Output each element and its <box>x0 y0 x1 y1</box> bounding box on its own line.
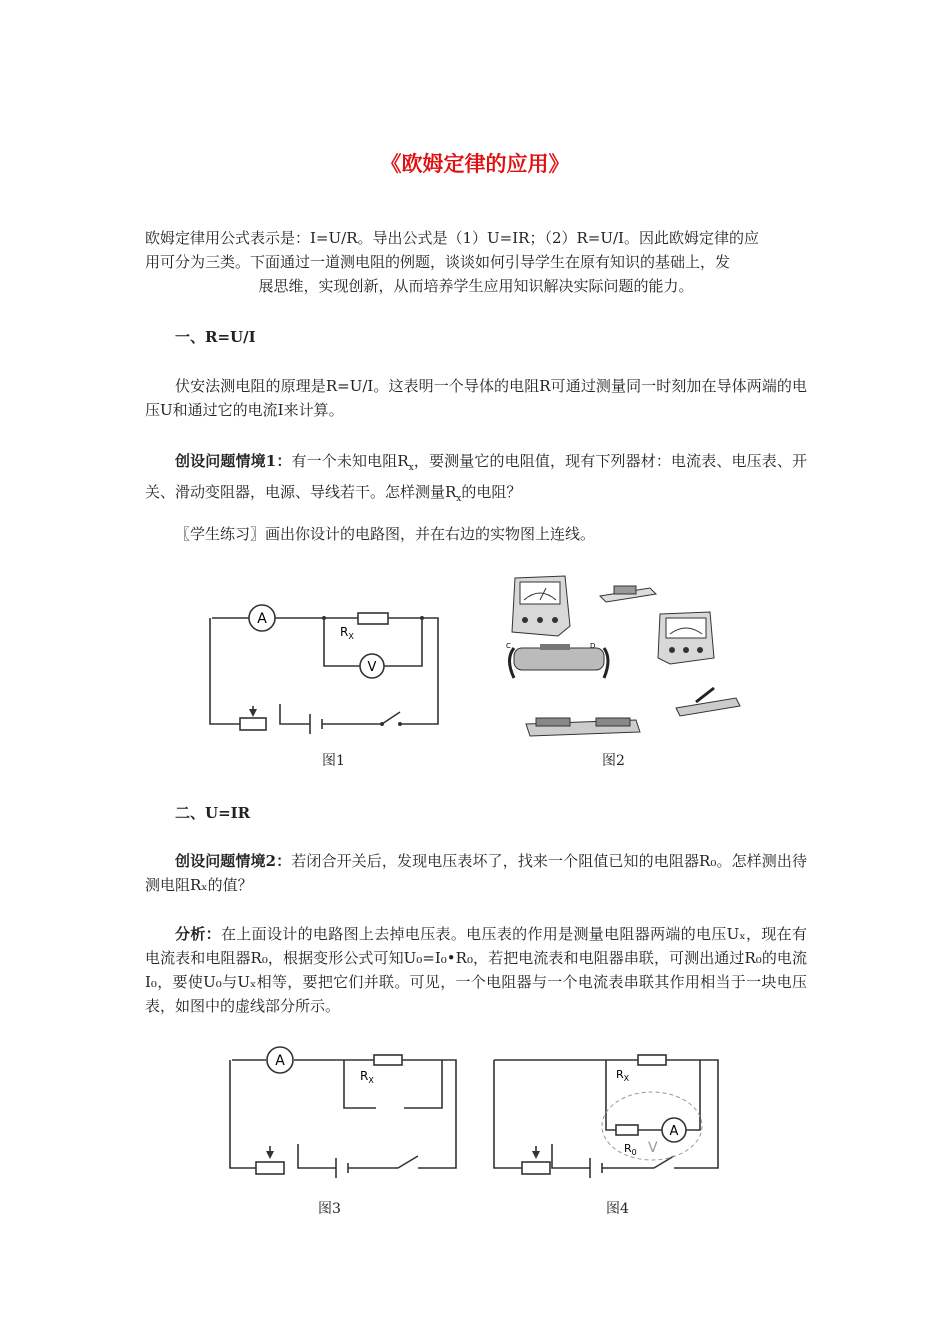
scenario1-text: 的电阻？ <box>461 483 522 501</box>
ammeter-label: A <box>275 1053 285 1069</box>
r0-label: $R_0$ <box>624 1142 637 1157</box>
circuit-diagram-fig1 <box>200 596 450 736</box>
analysis-label: 分析： <box>175 925 221 943</box>
scenario1-text: 有一个未知电阻R <box>291 452 409 470</box>
svg-text:C: C <box>506 642 511 650</box>
figure-caption-2: 图2 <box>602 753 625 769</box>
section2-heading: 二、U=IR <box>175 804 251 822</box>
figure-caption-3: 图3 <box>318 1201 341 1217</box>
ammeter-label: A <box>669 1124 679 1139</box>
intro-line: 展思维，实现创新，从而培养学生应用知识解决实际问题的能力。 <box>258 277 694 295</box>
circuit-diagram-fig3 <box>220 1040 470 1180</box>
intro-line: 欧姆定律用公式表示是：I=U/R。导出公式是（1）U=IR；（2）R=U/I。因此欧姆定律的应 <box>145 229 759 247</box>
subscript: x <box>456 494 462 504</box>
section1-paragraph: 伏安法测电阻的原理是R=U/I。这表明一个导体的电阻R可通过测量同一时刻加在导体两端的电压U和通过它的电流I来计算。 <box>145 377 807 419</box>
rx-label: $R_X$ <box>360 1069 374 1085</box>
rx-label: $R_X$ <box>340 625 354 641</box>
figure-caption-1: 图1 <box>322 753 345 769</box>
voltmeter-device-icon <box>658 612 714 664</box>
ammeter-device-icon <box>512 576 570 636</box>
subscript: x <box>408 463 414 473</box>
rx-label: $R_X$ <box>616 1068 630 1083</box>
scenario2-label: 创设问题情境2： <box>175 852 292 870</box>
svg-text:D: D <box>590 642 596 650</box>
page-title: 《欧姆定律的应用》 <box>380 151 570 176</box>
scenario1-paragraph <box>145 449 807 511</box>
switch-device-icon <box>676 688 740 716</box>
ammeter-label: A <box>257 611 267 627</box>
section1-heading: 一、R=U/I <box>175 328 256 346</box>
resistor-device-icon <box>600 586 656 602</box>
intro-line: 用可分为三类。下面通过一道测电阻的例题，谈谈如何引导学生在原有知识的基础上，发 <box>145 253 731 271</box>
intro-paragraph <box>145 226 807 298</box>
analysis-text: 在上面设计的电路图上去掉电压表。电压表的作用是测量电阻器两端的电压Uₓ，现在有电流表和电阻器R₀，根据变形公式可知U₀=I₀•R₀，若把电流表和电阻器串联，可测出通过R₀的电流I₀，要使U₀与Uₓ相等，要把它们并联。可见，一个电阻器与一个电流表串联其作用相当于一块电压表，如图中的虚线部分所示。 <box>145 925 807 1015</box>
voltmeter-equivalent-label: V <box>648 1140 658 1156</box>
figure-caption-4: 图4 <box>606 1201 629 1217</box>
scenario2-paragraph <box>145 849 807 897</box>
voltmeter-label: V <box>367 660 377 675</box>
scenario1-text: ，要测量它的电阻值，现有下列器材：电流表、电压表、开关、滑动变阻器，电源、导线若干。怎样测量R <box>145 452 807 501</box>
circuit-diagram-fig4 <box>488 1040 728 1180</box>
scenario1-label: 创设问题情境1： <box>175 452 292 470</box>
apparatus-picture-fig2 <box>500 568 750 738</box>
scenario2-text: 若闭合开关后，发现电压表坏了，找来一个阻值已知的电阻器R₀。怎样测出待测电阻Rₓ的值？ <box>145 852 807 894</box>
analysis-paragraph <box>145 922 807 1018</box>
rheostat-device-icon <box>506 642 608 678</box>
battery-device-icon <box>526 718 640 736</box>
practice-paragraph: 〖学生练习〗画出你设计的电路图，并在右边的实物图上连线。 <box>175 525 596 543</box>
